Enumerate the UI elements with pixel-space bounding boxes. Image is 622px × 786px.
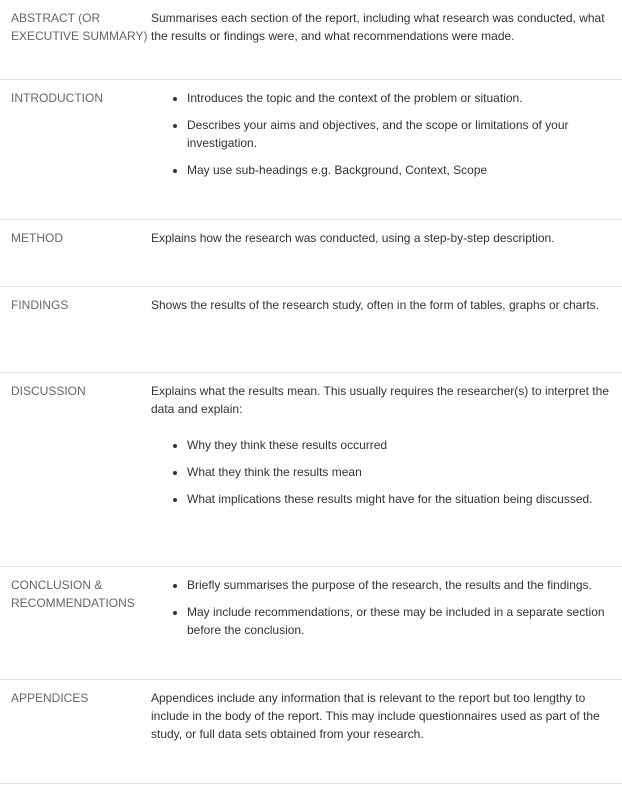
list-item: • Briefly summarises the purpose of the research, the results and the findings. — [187, 576, 612, 594]
section-description — [151, 680, 622, 784]
bullet-list — [151, 436, 612, 508]
description-text: Appendices include any information that is relevant to the report but too lengthy to include in the body of the report. This may include questionnaires used as part of the study, or full data sets obtained from your research. — [151, 691, 600, 741]
table-row-abstract — [0, 0, 622, 80]
table-row-findings — [0, 287, 622, 373]
table-row-method — [0, 220, 622, 287]
section-name: CONCLUSION & RECOMMENDATIONS — [0, 567, 151, 680]
section-description — [151, 567, 622, 680]
section-name: APPENDICES — [0, 680, 151, 784]
description-text: Explains what the results mean. This usually requires the researcher(s) to interpret the data and explain: — [151, 384, 609, 416]
section-description — [151, 373, 622, 567]
bullet-list — [151, 576, 612, 639]
table-row-appendices — [0, 680, 622, 784]
list-item: • Introduces the topic and the context of the problem or situation. — [187, 89, 612, 107]
section-name: INTRODUCTION — [0, 80, 151, 220]
list-item: • What they think the results mean — [187, 463, 612, 481]
description-text: Summarises each section of the report, including what research was conducted, what the results or findings were, and what recommendations were made. — [151, 11, 605, 43]
section-name: DISCUSSION — [0, 373, 151, 567]
table-row-conclusion — [0, 567, 622, 680]
bullet-list — [151, 89, 612, 179]
list-item: • What implications these results might have for the situation being discussed. — [187, 490, 612, 508]
list-item: • May use sub-headings e.g. Background, Context, Scope — [187, 161, 612, 179]
section-description — [151, 220, 622, 287]
section-name: METHOD — [0, 220, 151, 287]
table-row-introduction — [0, 80, 622, 220]
section-description — [151, 287, 622, 373]
list-item: • Why they think these results occurred — [187, 436, 612, 454]
table-row-discussion — [0, 373, 622, 567]
section-description — [151, 80, 622, 220]
section-name: FINDINGS — [0, 287, 151, 373]
description-text: Shows the results of the research study, often in the form of tables, graphs or charts. — [151, 298, 600, 312]
description-text: Explains how the research was conducted, using a step-by-step description. — [151, 231, 555, 245]
section-description — [151, 0, 622, 80]
list-item: • Describes your aims and objectives, and the scope or limitations of your investigation. — [187, 116, 612, 152]
list-item: • May include recommendations, or these may be included in a separate section before the conclusion. — [187, 603, 612, 639]
section-name: ABSTRACT (OR EXECUTIVE SUMMARY) — [0, 0, 151, 80]
